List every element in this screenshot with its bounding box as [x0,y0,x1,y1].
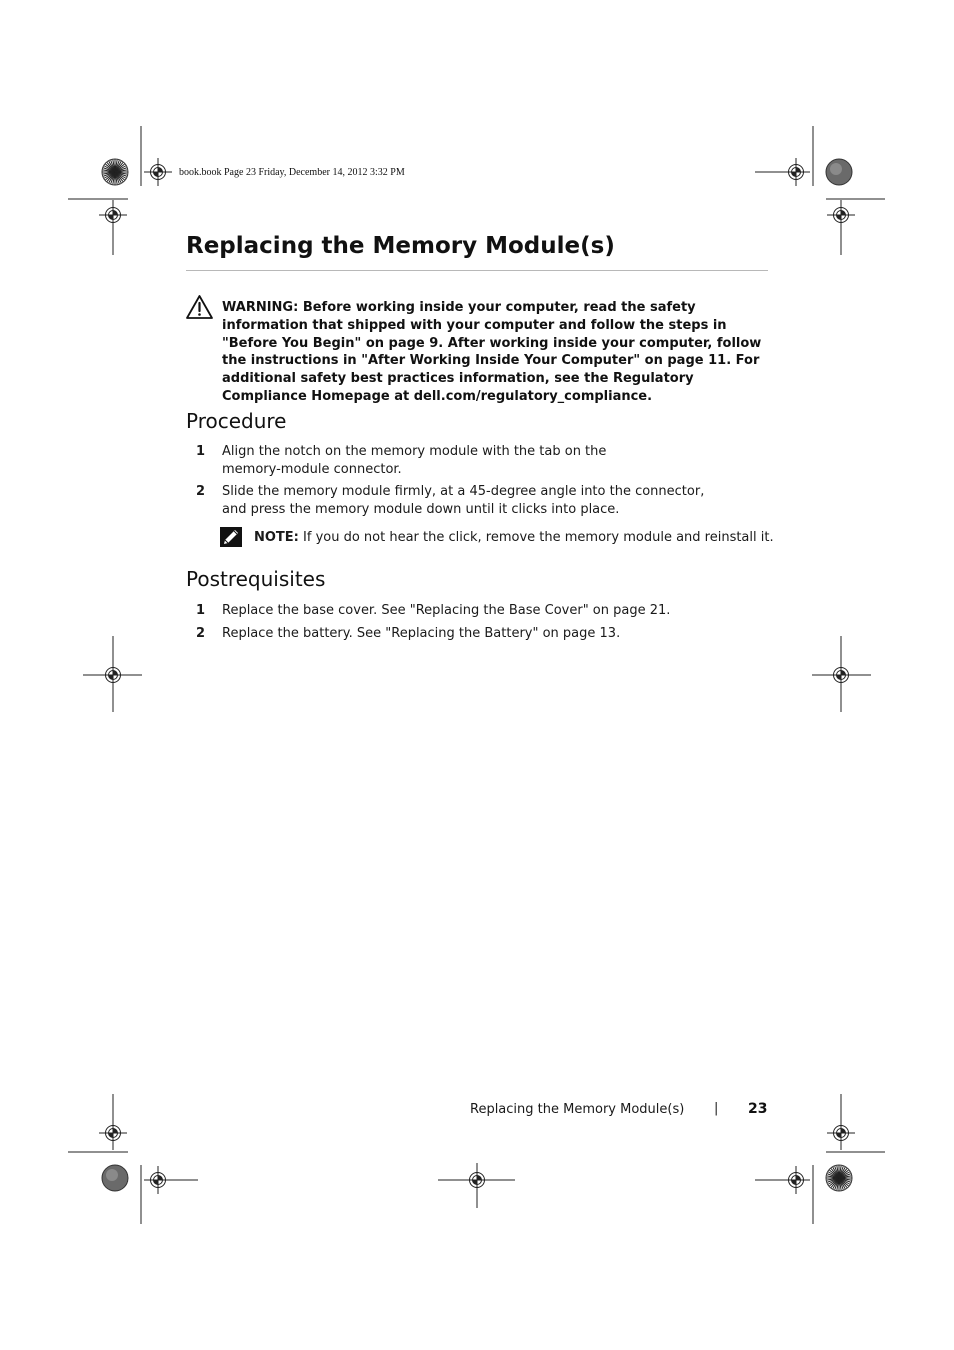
gray-target-highlight [106,1169,118,1181]
page-number: 23 [748,1101,768,1117]
footer-section-title: Replacing the Memory Module(s) [470,1102,685,1117]
footer-separator: | [714,1101,719,1116]
note-body: If you do not hear the click, remove the memory module and reinstall it. [298,530,774,545]
warning-triangle-icon [185,294,214,320]
page-title: Replacing the Memory Module(s) [186,233,615,259]
step-number: 1 [196,603,206,618]
gray-target-highlight [830,163,842,175]
book-header-line: book.book Page 23 Friday, December 14, 2012 3:32 PM [179,167,405,178]
postrequisites-heading: Postrequisites [186,567,326,591]
procedure-heading: Procedure [186,409,287,433]
step-text: Replace the base cover. See "Replacing the Base Cover" on page 21. [222,603,671,618]
note-text [254,529,774,547]
note-pencil-icon [220,527,242,547]
warning-text: WARNING: Before working inside your computer, read the safety information that shipped with your computer and follow the steps in "Before You Begin" on page 9. After working inside your computer, follow the instructions in "After Working Inside Your Computer" on page 11. For additional safety best practices information, see the Regulatory Compliance Homepage at dell.com/regulatory_compliance. [222,300,762,404]
step-text: Align the notch on the memory module with the tab on the memory-module connector. [222,444,607,477]
step-text: Replace the battery. See "Replacing the Battery" on page 13. [222,626,621,641]
step-text: Slide the memory module firmly, at a 45-degree angle into the connector, and press the memory module down until it clicks into place. [222,484,705,517]
step-number: 2 [196,484,206,499]
step-number: 2 [196,626,206,641]
step-number: 1 [196,444,206,459]
note-label: NOTE: [254,530,299,545]
title-divider [186,270,768,271]
